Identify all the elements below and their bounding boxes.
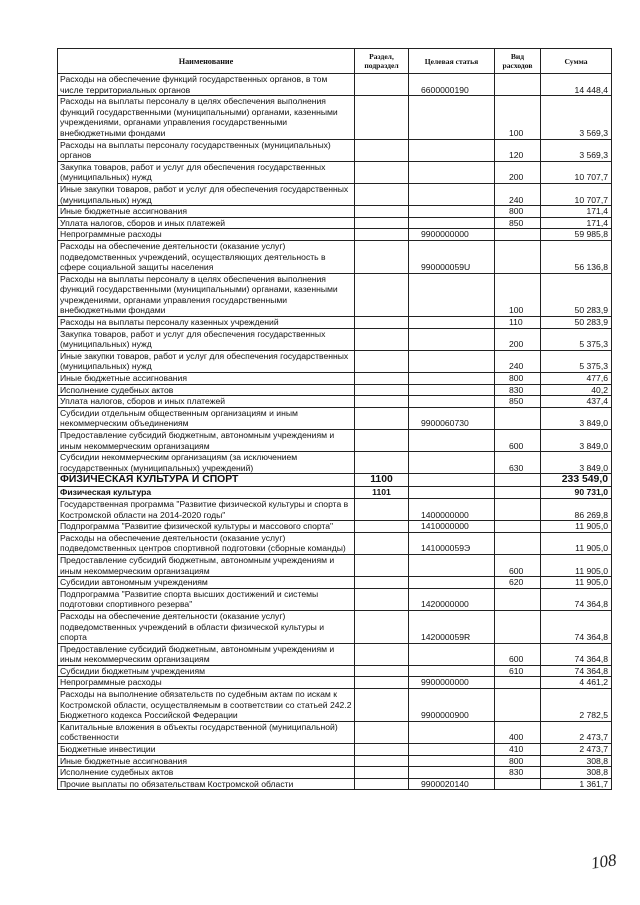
table-row (58, 677, 612, 689)
table-row (58, 217, 612, 229)
table-row (58, 532, 612, 554)
cell-sum: 171,4 (541, 217, 612, 229)
cell-target (409, 767, 495, 779)
cell-sum: 11 905,0 (541, 532, 612, 554)
table-row (58, 183, 612, 205)
cell-type (495, 474, 541, 487)
cell-sum: 56 136,8 (541, 240, 612, 273)
cell-section (355, 183, 409, 205)
budget-page (57, 48, 611, 790)
cell-target: 9900020140 (409, 778, 495, 790)
table-row (58, 498, 612, 520)
table-row (58, 778, 612, 790)
cell-target (409, 430, 495, 452)
table-row (58, 767, 612, 779)
cell-target (409, 317, 495, 329)
cell-type: 240 (495, 183, 541, 205)
cell-target (409, 452, 495, 474)
cell-sum: 2 782,5 (541, 689, 612, 722)
cell-type: 610 (495, 665, 541, 677)
table-row (58, 744, 612, 756)
cell-target (409, 665, 495, 677)
table-row (58, 373, 612, 385)
cell-type: 620 (495, 577, 541, 589)
table-row (58, 474, 612, 487)
cell-section (355, 328, 409, 350)
table-row (58, 689, 612, 722)
cell-sum: 74 364,8 (541, 643, 612, 665)
cell-section (355, 161, 409, 183)
cell-name: Непрограммные расходы (58, 229, 355, 241)
cell-sum: 3 849,0 (541, 452, 612, 474)
cell-sum: 4 461,2 (541, 677, 612, 689)
cell-target (409, 273, 495, 316)
cell-sum: 90 731,0 (541, 487, 612, 499)
cell-target (409, 206, 495, 218)
cell-name: ФИЗИЧЕСКАЯ КУЛЬТУРА И СПОРТ (58, 474, 355, 487)
cell-name: Иные закупки товаров, работ и услуг для обеспечения государственных (муниципальных) нужд (58, 350, 355, 372)
cell-section (355, 407, 409, 429)
cell-type (495, 532, 541, 554)
cell-sum: 11 905,0 (541, 577, 612, 589)
cell-section (355, 677, 409, 689)
cell-name: Субсидии некоммерческим организациям (за исключением государственных (муниципальных) учреждений) (58, 452, 355, 474)
table-row (58, 96, 612, 139)
cell-name: Закупка товаров, работ и услуг для обеспечения государственных (муниципальных) нужд (58, 161, 355, 183)
cell-type: 600 (495, 430, 541, 452)
cell-sum: 59 985,8 (541, 229, 612, 241)
cell-sum: 11 905,0 (541, 521, 612, 533)
table-row (58, 328, 612, 350)
cell-type: 800 (495, 373, 541, 385)
cell-sum: 3 569,3 (541, 139, 612, 161)
cell-name: Прочие выплаты по обязательствам Костромской области (58, 778, 355, 790)
cell-name: Уплата налогов, сборов и иных платежей (58, 217, 355, 229)
header-section: Раздел, подраздел (355, 49, 409, 74)
cell-type: 410 (495, 744, 541, 756)
cell-type: 120 (495, 139, 541, 161)
table-row (58, 350, 612, 372)
cell-name: Расходы на выполнение обязательств по судебным актам по искам к Костромской области, осуществляемым в соответствии со статьей 242.2 Бюджетного кодекса Российской Федерации (58, 689, 355, 722)
cell-sum: 233 549,0 (541, 474, 612, 487)
cell-name: Капитальные вложения в объекты государственной (муниципальной) собственности (58, 721, 355, 743)
table-row (58, 721, 612, 743)
cell-type (495, 521, 541, 533)
cell-section (355, 521, 409, 533)
cell-section (355, 588, 409, 610)
cell-section: 1101 (355, 487, 409, 499)
cell-target: 9900000000 (409, 229, 495, 241)
cell-target (409, 350, 495, 372)
cell-type: 630 (495, 452, 541, 474)
cell-section (355, 767, 409, 779)
table-row (58, 755, 612, 767)
cell-type: 110 (495, 317, 541, 329)
cell-type (495, 407, 541, 429)
cell-section (355, 755, 409, 767)
cell-section (355, 74, 409, 96)
budget-table (57, 48, 612, 790)
table-row (58, 273, 612, 316)
cell-type: 400 (495, 721, 541, 743)
cell-section (355, 554, 409, 576)
page-number: 108 (589, 850, 618, 873)
cell-target (409, 721, 495, 743)
cell-name: Расходы на выплаты персоналу в целях обеспечения выполнения функций государственными (муниципальными) органами, казенными учреждениями, органами управления государственными внебюджетными фондами (58, 273, 355, 316)
cell-type (495, 588, 541, 610)
cell-section: 1100 (355, 474, 409, 487)
cell-target: 1420000000 (409, 588, 495, 610)
cell-type: 240 (495, 350, 541, 372)
cell-name: Иные закупки товаров, работ и услуг для обеспечения государственных (муниципальных) нужд (58, 183, 355, 205)
table-row (58, 554, 612, 576)
cell-name: Исполнение судебных актов (58, 767, 355, 779)
cell-target (409, 373, 495, 385)
cell-sum: 308,8 (541, 755, 612, 767)
cell-name: Расходы на выплаты персоналу в целях обеспечения выполнения функций государственными (муниципальными) органами, казенными учреждениями, органами управления государственными внебюджетными фондами (58, 96, 355, 139)
header-target: Целевая статья (409, 49, 495, 74)
table-row (58, 240, 612, 273)
cell-name: Подпрограмма "Развитие спорта высших достижений и системы подготовки спортивного резерва" (58, 588, 355, 610)
cell-sum: 5 375,3 (541, 328, 612, 350)
table-row (58, 487, 612, 499)
cell-section (355, 721, 409, 743)
cell-target (409, 744, 495, 756)
cell-target: 9900000900 (409, 689, 495, 722)
cell-target (409, 396, 495, 408)
cell-section (355, 96, 409, 139)
cell-sum: 1 361,7 (541, 778, 612, 790)
cell-sum: 10 707,7 (541, 183, 612, 205)
cell-name: Уплата налогов, сборов и иных платежей (58, 396, 355, 408)
table-row (58, 610, 612, 643)
cell-section (355, 240, 409, 273)
cell-target (409, 755, 495, 767)
table-row (58, 588, 612, 610)
cell-section (355, 350, 409, 372)
cell-target: 1400000000 (409, 498, 495, 520)
cell-section (355, 498, 409, 520)
cell-target: 141000059Э (409, 532, 495, 554)
cell-name: Предоставление субсидий бюджетным, автономным учреждениям и иным некоммерческим организациям (58, 554, 355, 576)
cell-section (355, 744, 409, 756)
cell-target (409, 474, 495, 487)
cell-name: Расходы на обеспечение деятельности (оказание услуг) подведомственных центров спортивной подготовки (сборные команды) (58, 532, 355, 554)
cell-name: Субсидии бюджетным учреждениям (58, 665, 355, 677)
header-sum: Сумма (541, 49, 612, 74)
cell-target: 6600000190 (409, 74, 495, 96)
cell-section (355, 229, 409, 241)
cell-sum: 74 364,8 (541, 588, 612, 610)
table-row (58, 643, 612, 665)
cell-sum: 308,8 (541, 767, 612, 779)
cell-type (495, 498, 541, 520)
cell-name: Иные бюджетные ассигнования (58, 755, 355, 767)
cell-type: 830 (495, 384, 541, 396)
cell-target (409, 577, 495, 589)
table-row (58, 317, 612, 329)
cell-name: Расходы на выплаты персоналу государственных (муниципальных) органов (58, 139, 355, 161)
cell-section (355, 665, 409, 677)
cell-target (409, 328, 495, 350)
cell-type: 100 (495, 96, 541, 139)
cell-target (409, 217, 495, 229)
cell-sum: 3 569,3 (541, 96, 612, 139)
cell-target: 9900000000 (409, 677, 495, 689)
cell-name: Предоставление субсидий бюджетным, автономным учреждениям и иным некоммерческим организациям (58, 643, 355, 665)
cell-sum: 50 283,9 (541, 317, 612, 329)
header-type: Вид расходов (495, 49, 541, 74)
cell-target (409, 643, 495, 665)
cell-section (355, 778, 409, 790)
cell-sum: 477,6 (541, 373, 612, 385)
cell-type: 850 (495, 396, 541, 408)
cell-name: Исполнение судебных актов (58, 384, 355, 396)
cell-type (495, 778, 541, 790)
table-row (58, 577, 612, 589)
cell-name: Предоставление субсидий бюджетным, автономным учреждениям и иным некоммерческим организациям (58, 430, 355, 452)
cell-sum: 3 849,0 (541, 407, 612, 429)
cell-name: Иные бюджетные ассигнования (58, 373, 355, 385)
cell-type: 830 (495, 767, 541, 779)
cell-name: Непрограммные расходы (58, 677, 355, 689)
cell-name: Подпрограмма "Развитие физической культуры и массового спорта" (58, 521, 355, 533)
table-row (58, 384, 612, 396)
cell-type (495, 74, 541, 96)
cell-type: 600 (495, 643, 541, 665)
table-row (58, 74, 612, 96)
table-row (58, 452, 612, 474)
cell-target: 9900060730 (409, 407, 495, 429)
cell-target: 1410000000 (409, 521, 495, 533)
cell-name: Физическая культура (58, 487, 355, 499)
cell-section (355, 430, 409, 452)
cell-type: 100 (495, 273, 541, 316)
table-row (58, 206, 612, 218)
cell-type (495, 610, 541, 643)
cell-name: Государственная программа "Развитие физической культуры и спорта в Костромской области на 2014-2020 годы" (58, 498, 355, 520)
cell-name: Расходы на выплаты персоналу казенных учреждений (58, 317, 355, 329)
table-body (58, 74, 612, 790)
table-header-row (58, 49, 612, 74)
table-row (58, 430, 612, 452)
cell-target (409, 487, 495, 499)
cell-target (409, 161, 495, 183)
cell-type: 200 (495, 328, 541, 350)
table-row (58, 407, 612, 429)
cell-sum: 14 448,4 (541, 74, 612, 96)
cell-section (355, 373, 409, 385)
cell-section (355, 139, 409, 161)
table-row (58, 396, 612, 408)
cell-name: Расходы на обеспечение деятельности (оказание услуг) подведомственных учреждений, осуществляющих деятельность в сфере социальной защиты населения (58, 240, 355, 273)
table-row (58, 139, 612, 161)
table-row (58, 665, 612, 677)
cell-section (355, 532, 409, 554)
cell-sum: 74 364,8 (541, 665, 612, 677)
cell-sum: 50 283,9 (541, 273, 612, 316)
cell-type (495, 229, 541, 241)
cell-sum: 40,2 (541, 384, 612, 396)
cell-sum: 2 473,7 (541, 744, 612, 756)
cell-sum: 437,4 (541, 396, 612, 408)
cell-section (355, 452, 409, 474)
cell-name: Субсидии автономным учреждениям (58, 577, 355, 589)
cell-section (355, 317, 409, 329)
cell-name: Расходы на обеспечение функций государственных органов, в том числе территориальных органов (58, 74, 355, 96)
cell-sum: 2 473,7 (541, 721, 612, 743)
cell-type (495, 240, 541, 273)
header-name: Наименование (58, 49, 355, 74)
cell-section (355, 396, 409, 408)
cell-section (355, 384, 409, 396)
cell-section (355, 217, 409, 229)
cell-type: 800 (495, 206, 541, 218)
cell-sum: 3 849,0 (541, 430, 612, 452)
cell-name: Бюджетные инвестиции (58, 744, 355, 756)
cell-section (355, 643, 409, 665)
cell-type (495, 487, 541, 499)
cell-sum: 5 375,3 (541, 350, 612, 372)
cell-target: 990000059U (409, 240, 495, 273)
cell-target (409, 139, 495, 161)
cell-type (495, 689, 541, 722)
cell-name: Иные бюджетные ассигнования (58, 206, 355, 218)
cell-sum: 171,4 (541, 206, 612, 218)
table-row (58, 161, 612, 183)
cell-section (355, 610, 409, 643)
cell-section (355, 206, 409, 218)
cell-sum: 74 364,8 (541, 610, 612, 643)
cell-name: Субсидии отдельным общественным организациям и иным некоммерческим объединениям (58, 407, 355, 429)
cell-sum: 11 905,0 (541, 554, 612, 576)
table-row (58, 229, 612, 241)
cell-type: 200 (495, 161, 541, 183)
cell-section (355, 689, 409, 722)
cell-target (409, 96, 495, 139)
cell-target (409, 183, 495, 205)
cell-target: 142000059R (409, 610, 495, 643)
cell-sum: 10 707,7 (541, 161, 612, 183)
cell-sum: 86 269,8 (541, 498, 612, 520)
cell-name: Закупка товаров, работ и услуг для обеспечения государственных (муниципальных) нужд (58, 328, 355, 350)
cell-section (355, 273, 409, 316)
cell-type: 600 (495, 554, 541, 576)
cell-target (409, 554, 495, 576)
cell-section (355, 577, 409, 589)
cell-type: 850 (495, 217, 541, 229)
cell-target (409, 384, 495, 396)
cell-type (495, 677, 541, 689)
cell-name: Расходы на обеспечение деятельности (оказание услуг) подведомственных учреждений в области физической культуры и спорта (58, 610, 355, 643)
table-row (58, 521, 612, 533)
cell-type: 800 (495, 755, 541, 767)
